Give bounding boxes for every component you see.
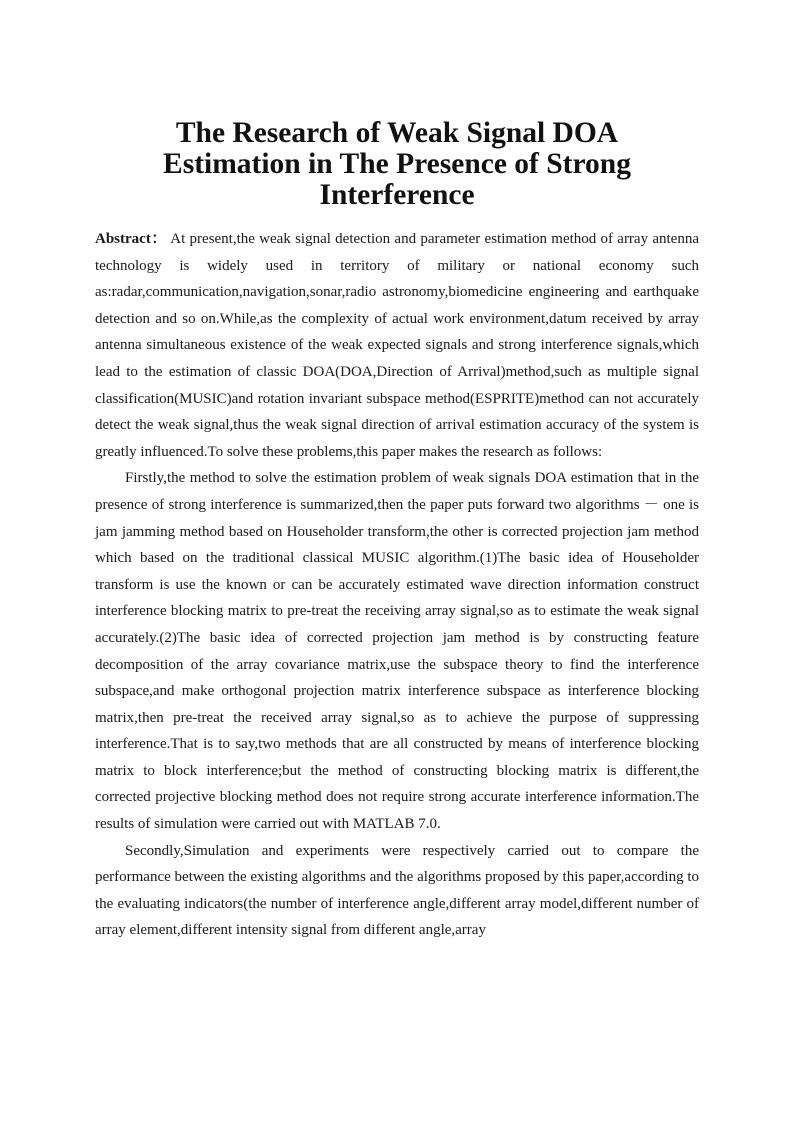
- title-line-3: Interference: [319, 179, 475, 211]
- title-line-1: The Research of Weak Signal DOA: [175, 117, 619, 149]
- abstract-label: Abstract：: [95, 231, 167, 247]
- paper-title: [95, 118, 699, 211]
- abstract-section: [95, 226, 699, 944]
- paragraph-secondly: Secondly,Simulation and experiments were respectively carried out to compare the performance between the existing algorithms and the algorithms proposed by this paper,according to the evaluating indicators(the number of interference angle,different array model,different number of array element,different intensity signal from different angle,array: [95, 842, 699, 939]
- title-line-2: Estimation in The Presence of Strong: [163, 148, 631, 180]
- abstract-paragraph: [95, 226, 699, 465]
- paragraph-firstly: Firstly,the method to solve the estimation problem of weak signals DOA estimation that in the presence of strong interference is summarized,then the paper puts forward two algorithms － one is jam jamming method based on Householder transform,the other is corrected projection jam method which based on the traditional classical MUSIC algorithm.(1)The basic idea of Householder transform is use the known or can be accurately estimated wave direction information construct interference blocking matrix to pre-treat the receiving array signal,so as to estimate the weak signal accurately.(2)The basic idea of corrected projection jam method is by constructing feature decomposition of the array covariance matrix,use the subspace theory to find the interference subspace,and make orthogonal projection matrix interference subspace as interference blocking matrix,then pre-treat the received array signal,so as to achieve the purpose of suppressing interference.That is to say,two methods that are all constructed by means of interference blocking matrix to block interference;but the method of constructing blocking matrix is different,the corrected projective blocking method does not require strong accurate interference information.The results of simulation were carried out with MATLAB 7.0.: [95, 470, 699, 833]
- abstract-text: At present,the weak signal detection and parameter estimation method of array antenna technology is widely used in territory of military or national economy such as:radar,communication,navigation,sonar,radio astronomy,biomedicine engineering and earthquake detection and so on.While,as the complexity of actual work environment,datum received by array antenna simultaneous existence of the weak expected signals and strong interference signals,which lead to the estimation of classic DOA(DOA,Direction of Arrival)method,such as multiple signal classification(MUSIC)and rotation invariant subspace method(ESPRITE)method can not accurately detect the weak signal,thus the weak signal direction of arrival estimation accuracy of the system is greatly influenced.To solve these problems,this paper makes the research as follows:: [95, 231, 699, 460]
